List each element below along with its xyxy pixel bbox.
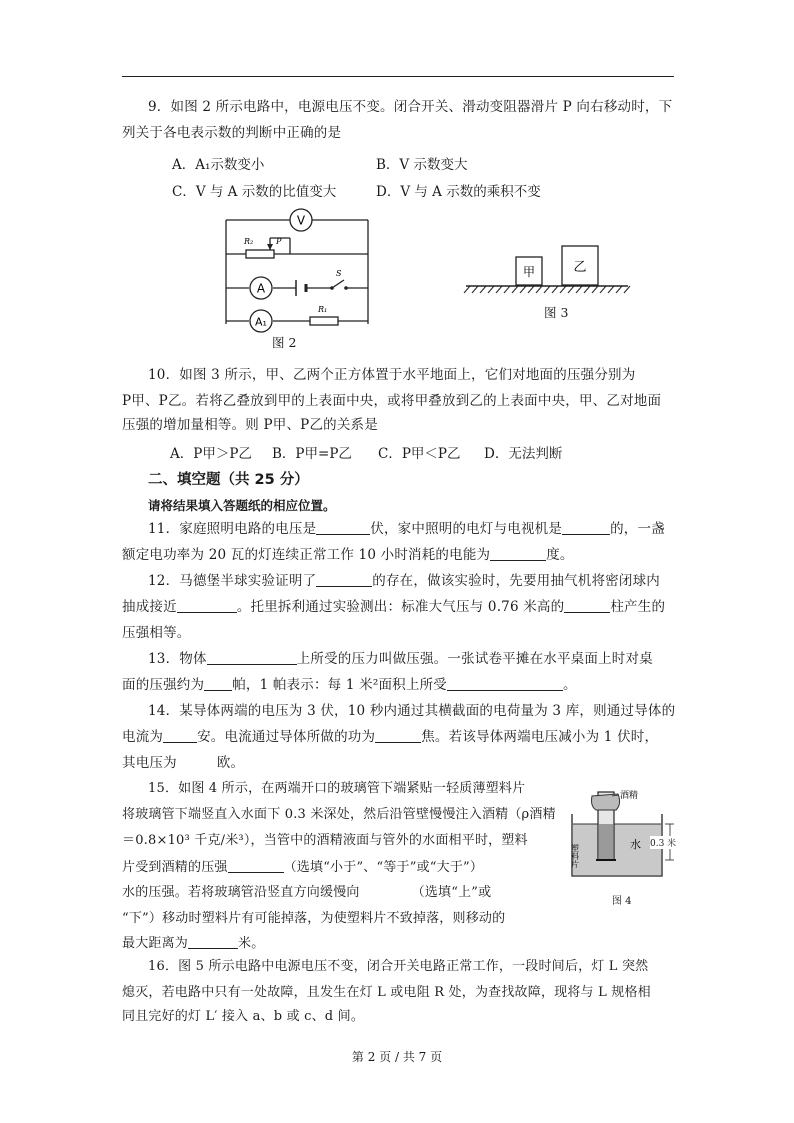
q9-option-b: B．V 示数变大: [376, 157, 468, 173]
q15-blank-2: [188, 934, 238, 949]
q13-blank-2: [204, 676, 232, 691]
q15-line1: 15．如图 4 所示，在两端开口的玻璃管下端紧贴一轻质薄塑料片: [148, 781, 526, 796]
figure-4-caption: 图 4: [612, 896, 632, 907]
q11-line2: [122, 546, 574, 564]
alcohol-fill: [599, 824, 613, 859]
q12-line1: [148, 572, 660, 590]
q10-line3: 压强的增加量相等。则 P甲、P乙的关系是: [122, 417, 378, 433]
q14-line1: 14．某导体两端的电压为 3 伏，10 秒内通过其横截面的电荷量为 3 库，则通过导体的: [148, 703, 676, 719]
q15-line3: ＝0.8×10³ 千克/米³），当管中的酒精液面与管外的水面相平时，塑料: [122, 833, 528, 848]
block-jia-label: 甲: [522, 265, 536, 279]
q16-line3: 同且完好的灯 L′ 接入 a、b 或 c、d 间。: [122, 1009, 365, 1024]
figure-4-tube: [566, 784, 678, 884]
water-label: 水: [630, 838, 641, 851]
q13-text-2: 上所受的压力叫做压强。一张试卷平摊在水平桌面上时对桌: [296, 651, 653, 667]
q13-text-5: 。: [562, 677, 577, 693]
resistor-r1: [310, 317, 338, 325]
q13-blank-1: [207, 650, 297, 665]
q15-line6: “下”）移动时塑料片有可能掉落，为使塑料片不致掉落，则移动的: [122, 911, 506, 926]
q10-line1: 10．如图 3 所示，甲、乙两个正方体置于水平地面上，它们对地面的压强分别为: [148, 367, 636, 383]
q16-line2: 熄灭，若电路中只有一处故障，且发生在灯 L 或电阻 R 处，为查找故障，现将与 L 规格相: [122, 985, 651, 1000]
q14-blank-1: [163, 728, 197, 743]
q14-text-5: 其电压为: [122, 755, 177, 771]
q15-blank-1: [228, 858, 284, 873]
p-label: P: [276, 237, 282, 246]
q13-text-3: 面的压强约为: [122, 677, 205, 693]
q15-line2: 将玻璃管下端竖直入水面下 0.3 米深处，然后沿管壁慢慢注入酒精（ρ酒精: [122, 807, 556, 822]
q13-text-1: 13．物体: [148, 651, 207, 667]
q9-option-c: C．V 与 A 示数的比值变大: [172, 184, 337, 200]
hand-icon: [592, 794, 620, 810]
q14-text-3: 安。电流通过导体所做的功为: [197, 729, 376, 745]
q11-blank-2: [562, 520, 610, 535]
q15-line4: [122, 858, 483, 877]
figure-2-circuit: [218, 208, 378, 348]
q10-option-d: D．无法判断: [484, 446, 563, 462]
page-footer: 第 2 页 / 共 7 页: [351, 1050, 443, 1064]
q11-text-1: 11．家庭照明电路的电压是: [148, 521, 317, 537]
q11-line1: [148, 520, 665, 538]
water-fill: [570, 824, 661, 875]
q14-line2: [122, 728, 658, 746]
q15-text-4a: 片受到酒精的压强: [122, 860, 228, 875]
q14-blank-2: [375, 728, 421, 743]
q11-blank-1: [316, 520, 370, 535]
depth-label: 0.3 米: [650, 836, 676, 849]
q12-line3: 压强相等。: [122, 625, 191, 641]
voltmeter-label: V: [296, 213, 306, 228]
q12-blank-2: [177, 598, 237, 613]
q14-text-6: 欧。: [216, 755, 245, 771]
q11-blank-3: [490, 546, 546, 561]
q15-text-5b: （选填“上”或: [411, 885, 492, 900]
q12-line2: [122, 598, 665, 616]
q15-line7: [122, 934, 264, 953]
block-yi-label: 乙: [573, 260, 587, 275]
ammeter-label: A: [256, 281, 266, 296]
q15-text-5a: 水的压强。若将玻璃管沿竖直方向缓慢向: [122, 885, 360, 900]
q11-text-2: 伏，家中照明的电灯与电视机是: [370, 521, 563, 537]
q16-line1: 16．图 5 所示电路中电源电压不变，闭合开关电路正常工作，一段时间后，灯 L 突然: [148, 959, 649, 974]
q12-text-4: 。托里拆利通过实验测出：标准大气压与 0.76 米高的: [236, 599, 565, 615]
header-rule: [122, 76, 674, 77]
figure-3-blocks: [462, 240, 634, 300]
r2-label: R₂: [244, 237, 254, 246]
q11-text-5: 度。: [546, 547, 574, 563]
s-label: S: [336, 269, 342, 278]
q15-text-4b: （选填“小于”、“等于”或“大于”）: [283, 860, 484, 875]
q10-option-a: A．P甲＞P乙: [170, 446, 252, 462]
alcohol-label: 酒精: [620, 791, 639, 801]
q13-text-4: 帕，1 帕表示：每 1 米²面积上所受: [232, 677, 447, 693]
ground-hatching: [464, 286, 630, 293]
q10-line2: P甲、P乙。若将乙叠放到甲的上表面中央，或将甲叠放到乙的上表面中央，甲、乙对地面: [122, 393, 662, 409]
switch-contact: [344, 286, 348, 290]
slider-arrow-icon: [267, 244, 273, 250]
q12-blank-1: [316, 572, 372, 587]
switch-pivot: [330, 286, 334, 290]
q15-line5: [122, 884, 491, 902]
q15-text-7a: 最大距离为: [122, 936, 189, 951]
q9-option-d: D．V 与 A 示数的乘积不变: [376, 184, 541, 200]
q14-text-4: 焦。若该导体两端电压减小为 1 伏时，: [421, 729, 659, 745]
q12-text-5: 柱产生的: [610, 599, 666, 615]
q13-line2: [122, 676, 577, 694]
ammeter1-label: A₁: [255, 315, 267, 329]
q12-text-3: 抽成接近: [122, 599, 177, 615]
q12-text-1: 12．马德堡半球实验证明了: [148, 573, 317, 589]
q15-text-7b: 米。: [238, 936, 265, 951]
resistor-r2: [246, 250, 274, 258]
q9-stem-line2: 列关于各电表示数的判断中正确的是: [122, 125, 342, 141]
q12-blank-3: [564, 598, 610, 613]
figure-2-caption: 图 2: [272, 335, 297, 350]
q14-line3: [122, 754, 244, 772]
q9-stem-line1: 9．如图 2 所示电路中，电源电压不变。闭合开关、滑动变阻器滑片 P 向右移动时，下: [148, 99, 673, 115]
q13-line1: [148, 650, 653, 668]
q14-text-2: 电流为: [122, 729, 164, 745]
q10-option-b: B．P甲=P乙: [272, 446, 352, 462]
q10-option-c: C．P甲＜P乙: [378, 446, 461, 462]
q13-blank-3: [447, 676, 563, 691]
section-2-title: 二、填空题（共 25 分）: [148, 472, 309, 488]
figure-3-caption: 图 3: [544, 305, 569, 320]
q11-text-4: 额定电功率为 20 瓦的灯连续正常工作 10 小时消耗的电能为: [122, 547, 491, 563]
section-2-instruction: 请将结果填入答题纸的相应位置。: [148, 498, 336, 513]
plastic-label: 塑料片: [570, 844, 580, 868]
q9-option-a: A．A₁示数变小: [172, 157, 265, 173]
q12-text-2: 的存在，做该实验时，先要用抽气机将密闭球内: [372, 573, 660, 589]
r1-label: R₁: [318, 305, 328, 314]
q11-text-3: 的，一盏: [610, 521, 665, 537]
